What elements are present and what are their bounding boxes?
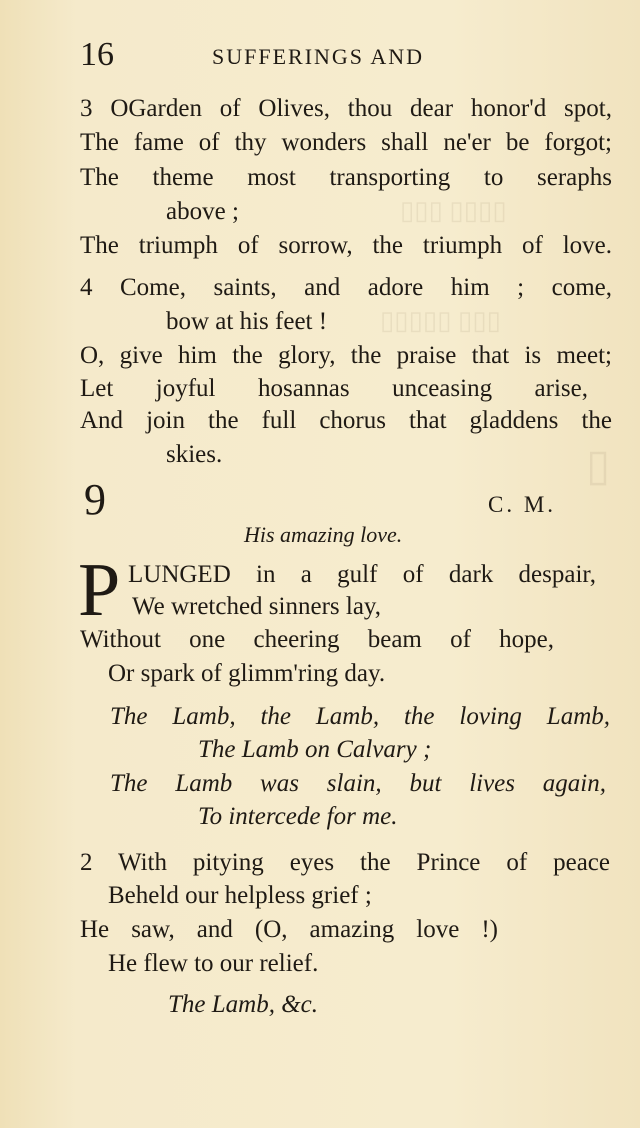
show-through-decoration: ▯ xyxy=(586,441,611,490)
hymn-subtitle: His amazing love. xyxy=(244,522,403,547)
hymn-stanza-1-line-4: Or spark of glimm'ring day. xyxy=(108,660,386,687)
hymn-stanza-1-line-1: LUNGED in a gulf of dark despair, xyxy=(128,561,596,588)
stanza-3-line-3: The theme most transporting to seraphs xyxy=(80,164,612,191)
stanza-3-line-2: The fame of thy wonders shall ne'er be forgot; xyxy=(80,129,612,156)
stanza-4-line-1-continued: bow at his feet ! xyxy=(166,308,328,335)
chorus-line-3: The Lamb was slain, but lives again, xyxy=(110,770,606,797)
hymn-stanza-1-line-3: Without one cheering beam of hope, xyxy=(80,626,554,653)
stanza-4-line-1: 4 Come, saints, and adore him ; come, xyxy=(80,274,612,301)
page-number: 16 xyxy=(80,36,114,73)
show-through-decoration: ▯▯▯ ▯▯▯▯ xyxy=(400,196,507,225)
stanza-3-line-3-continued: above ; xyxy=(166,198,239,225)
stanza-4-line-2: O, give him the glory, the praise that is meet; xyxy=(80,342,612,369)
hymn-stanza-2-line-3: He saw, and (O, amazing love !) xyxy=(80,916,498,943)
stanza-4-line-4: And join the full chorus that gladdens the xyxy=(80,407,612,434)
running-head xyxy=(80,36,580,72)
chorus-line-2: The Lamb on Calvary ; xyxy=(198,736,432,763)
chorus-reference: The Lamb, &c. xyxy=(168,991,318,1018)
stanza-3-line-4: The triumph of sorrow, the triumph of love. xyxy=(80,232,612,259)
stanza-4-line-3: Let joyful hosannas unceasing arise, xyxy=(80,375,588,402)
chorus-line-1: The Lamb, the Lamb, the loving Lamb, xyxy=(110,703,610,730)
hymn-stanza-2-line-4: He flew to our relief. xyxy=(108,950,319,977)
hymn-stanza-2-line-1: 2 With pitying eyes the Prince of peace xyxy=(80,849,610,876)
chorus-line-4: To intercede for me. xyxy=(198,803,398,830)
hymn-stanza-1-line-2: We wretched sinners lay, xyxy=(132,593,382,620)
hymn-stanza-2-line-2: Beheld our helpless grief ; xyxy=(108,882,372,909)
hymn-meter: C. M. xyxy=(488,492,557,517)
stanza-4-line-4-continued: skies. xyxy=(166,441,223,468)
drop-cap: P xyxy=(78,548,121,632)
hymn-number: 9 xyxy=(84,475,106,524)
stanza-3-line-1: 3 OGarden of Olives, thou dear honor'd spot, xyxy=(80,95,612,122)
running-title: SUFFERINGS AND xyxy=(212,44,424,69)
show-through-decoration: ▯▯▯▯▯ ▯▯▯ xyxy=(380,306,501,335)
